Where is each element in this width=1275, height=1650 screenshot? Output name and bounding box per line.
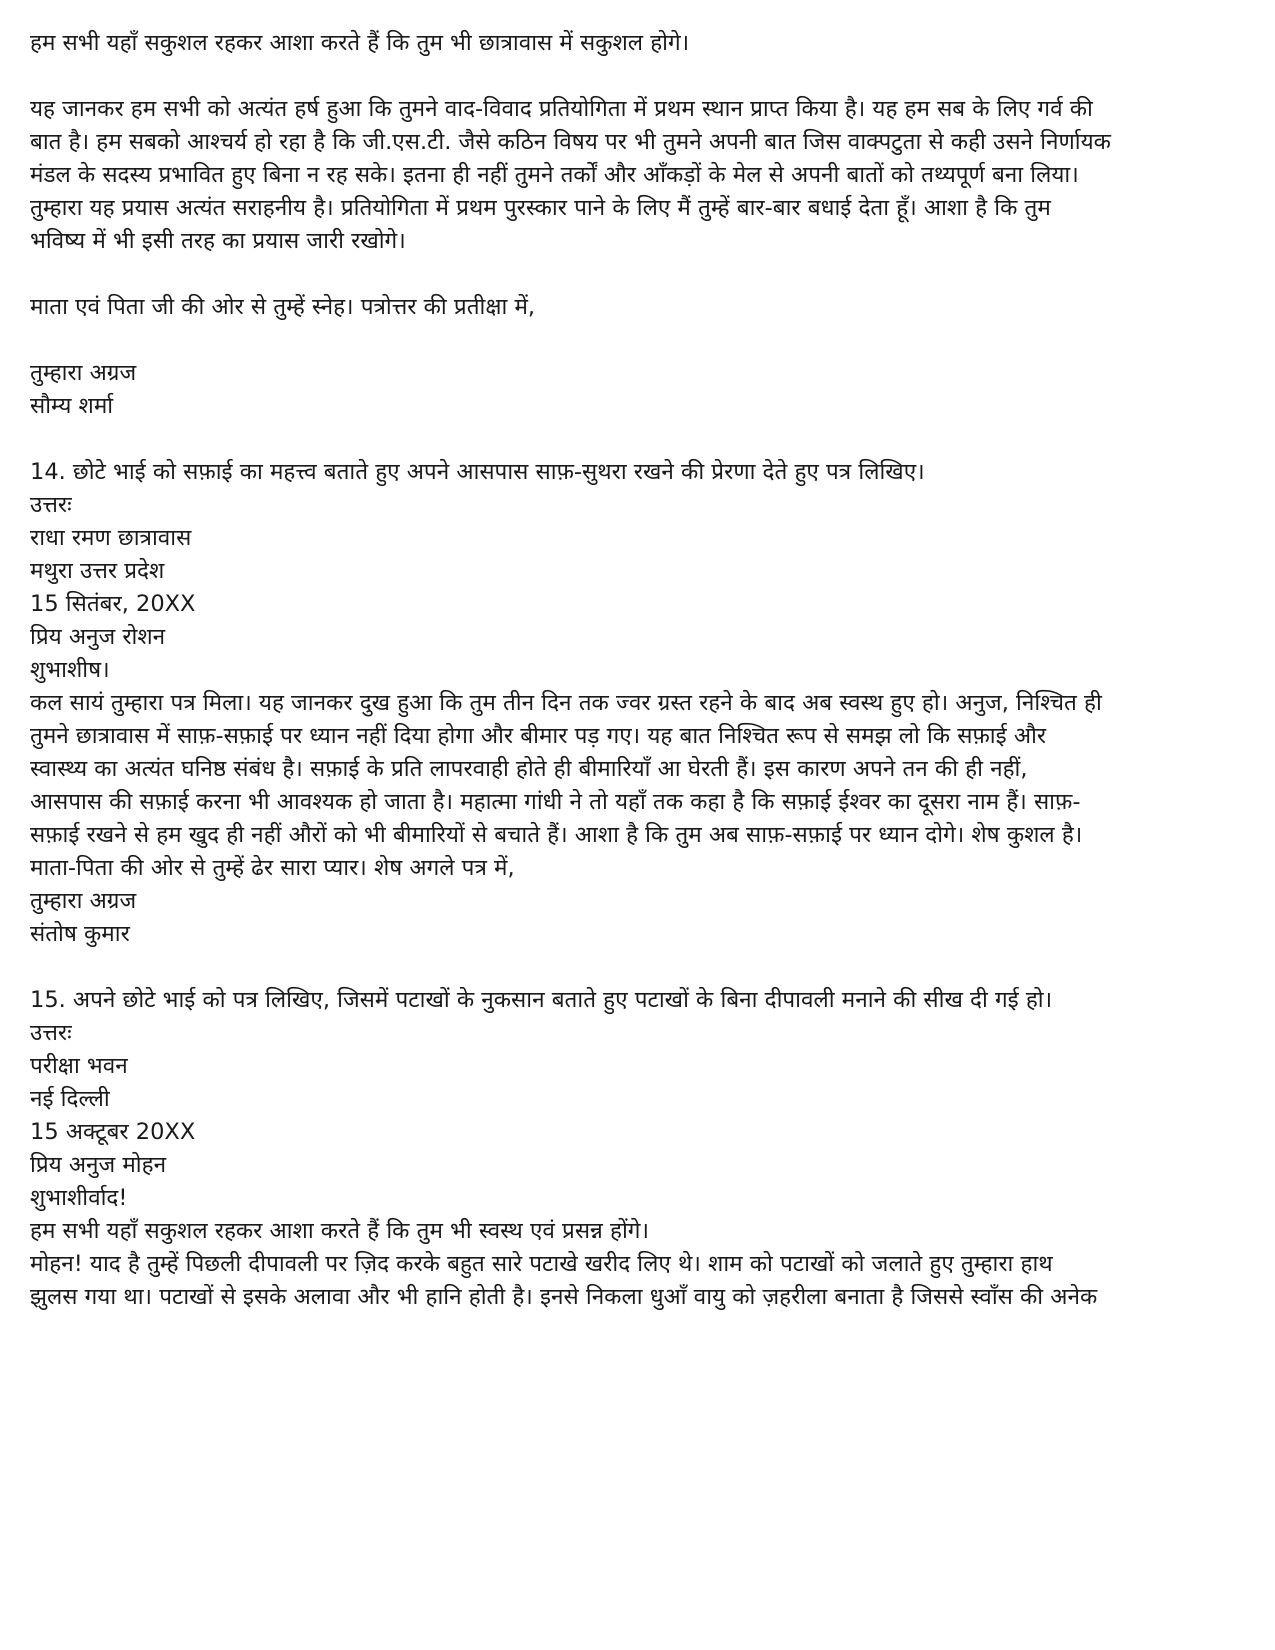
address-line: परीक्षा भवन: [30, 1053, 128, 1079]
signature-relation: तुम्हारा अग्रज: [30, 360, 137, 386]
body-line: आसपास की सफ़ाई करना भी आवश्यक हो जाता है। महात्मा गांधी ने तो यहाँ तक कहा है कि सफ़ाई ईश्वर का दूसरा नाम हैं। साफ़-: [30, 789, 1081, 815]
address-block: [30, 1050, 1255, 1215]
body-line: यह जानकर हम सभी को अत्यंत हर्ष हुआ कि तुमने वाद-विवाद प्रतियोगिता में प्रथम स्थान प्राप्त किया है। यह हम सब के लिए गर्व की: [30, 96, 1093, 122]
signature-name: संतोष कुमार: [30, 921, 130, 947]
answer-label: उत्तरः: [30, 1020, 72, 1046]
signature-block: [30, 357, 1255, 423]
question-14-text: 14. छोटे भाई को सफ़ाई का महत्त्व बताते हुए अपने आसपास साफ़-सुथरा रखने की प्रेरणा देते हुए पत्र लिखिए।: [30, 459, 925, 485]
body-line: सफ़ाई रखने से हम खुद ही नहीं औरों को भी बीमारियों से बचाते हैं। आशा है कि तुम अब साफ़-सफ़ाई पर ध्यान दोगे। शेष कुशल है।: [30, 822, 1083, 848]
address-line: मथुरा उत्तर प्रदेश: [30, 558, 165, 584]
salutation: प्रिय अनुज रोशन: [30, 624, 166, 650]
body-line: मोहन! याद है तुम्हें पिछली दीपावली पर ज़िद करके बहुत सारे पटाखे खरीद लिए थे। शाम को पटाखों को जलाते हुए तुम्हारा हाथ: [30, 1251, 1053, 1277]
closing-line: माता-पिता की ओर से तुम्हें ढेर सारा प्यार। शेष अगले पत्र में,: [30, 855, 515, 881]
answer-label: उत्तरः: [30, 492, 72, 518]
date-line: 15 सितंबर, 20XX: [30, 591, 196, 617]
body-line: स्वास्थ्य का अत्यंत घनिष्ठ संबंध है। सफ़ाई के प्रति लापरवाही होते ही बीमारियाँ आ घेरती हैं। इस कारण अपने तन की ही नहीं,: [30, 756, 1028, 782]
question-text: [30, 984, 1255, 1050]
letter-body: [30, 687, 1255, 852]
question-14: [30, 456, 1255, 951]
signature-name: सौम्य शर्मा: [30, 393, 114, 419]
letter-body: [30, 93, 1255, 258]
signature-relation: तुम्हारा अग्रज: [30, 888, 137, 914]
address-line: राधा रमण छात्रावास: [30, 525, 192, 551]
blessing: शुभाशीर्वाद!: [30, 1185, 128, 1211]
salutation: प्रिय अनुज मोहन: [30, 1152, 167, 1178]
body-line: मंडल के सदस्य प्रभावित हुए बिना न रह सके। इतना ही नहीं तुमने तर्कों और आँकड़ों के मेल से अपनी बातों को तथ्यपूर्ण बना लिया।: [30, 162, 1079, 188]
date-line: 15 अक्टूबर 20XX: [30, 1119, 196, 1145]
body-line: बात है। हम सबको आश्चर्य हो रहा है कि जी.एस.टी. जैसे कठिन विषय पर भी तुमने अपनी बात जिस वाक्पटुता से कही उसने निर्णायक: [30, 129, 1111, 155]
body-line: भविष्य में भी इसी तरह का प्रयास जारी रखोगे।: [30, 228, 406, 254]
letter-13-ending: [30, 27, 1255, 423]
body-line: झुलस गया था। पटाखों से इसके अलावा और भी हानि होती है। इनसे निकला धुआँ वायु को ज़हरीला बनाता है जिससे स्वाँस की अनेक: [30, 1284, 1098, 1310]
body-line: तुमने छात्रावास में साफ़-सफ़ाई पर ध्यान नहीं दिया होगा और बीमार पड़ गए। यह बात निश्चित रूप से समझ लो कि सफ़ाई और: [30, 723, 1047, 749]
greeting-line: हम सभी यहाँ सकुशल रहकर आशा करते हैं कि तुम भी स्वस्थ एवं प्रसन्न होंगे।: [30, 1218, 650, 1244]
closing-line: माता एवं पिता जी की ओर से तुम्हें स्नेह। पत्रोत्तर की प्रतीक्षा में,: [30, 294, 536, 320]
blessing: शुभाशीष।: [30, 657, 110, 683]
body-line: कल सायं तुम्हारा पत्र मिला। यह जानकर दुख हुआ कि तुम तीन दिन तक ज्वर ग्रस्त रहने के बाद अब स्वस्थ हुए हो। अनुज, निश्चित ही: [30, 690, 1102, 716]
question-text: [30, 456, 1255, 522]
body-line: तुम्हारा यह प्रयास अत्यंत सराहनीय है। प्रतियोगिता में प्रथम पुरस्कार पाने के लिए मैं तुम्हें बार-बार बधाई देता हूँ। आशा है कि तुम: [30, 195, 1051, 221]
greeting-line: हम सभी यहाँ सकुशल रहकर आशा करते हैं कि तुम भी छात्रावास में सकुशल होगे।: [30, 30, 690, 56]
document-page: [30, 27, 1255, 1314]
signature-block: [30, 885, 1255, 951]
address-block: [30, 522, 1255, 687]
question-15-text: 15. अपने छोटे भाई को पत्र लिखिए, जिसमें पटाखों के नुकसान बताते हुए पटाखों के बिना दीपावली मनाने की सीख दी गई हो।: [30, 987, 1053, 1013]
letter-body: [30, 1248, 1255, 1314]
question-15: [30, 984, 1255, 1314]
address-line: नई दिल्ली: [30, 1086, 110, 1112]
